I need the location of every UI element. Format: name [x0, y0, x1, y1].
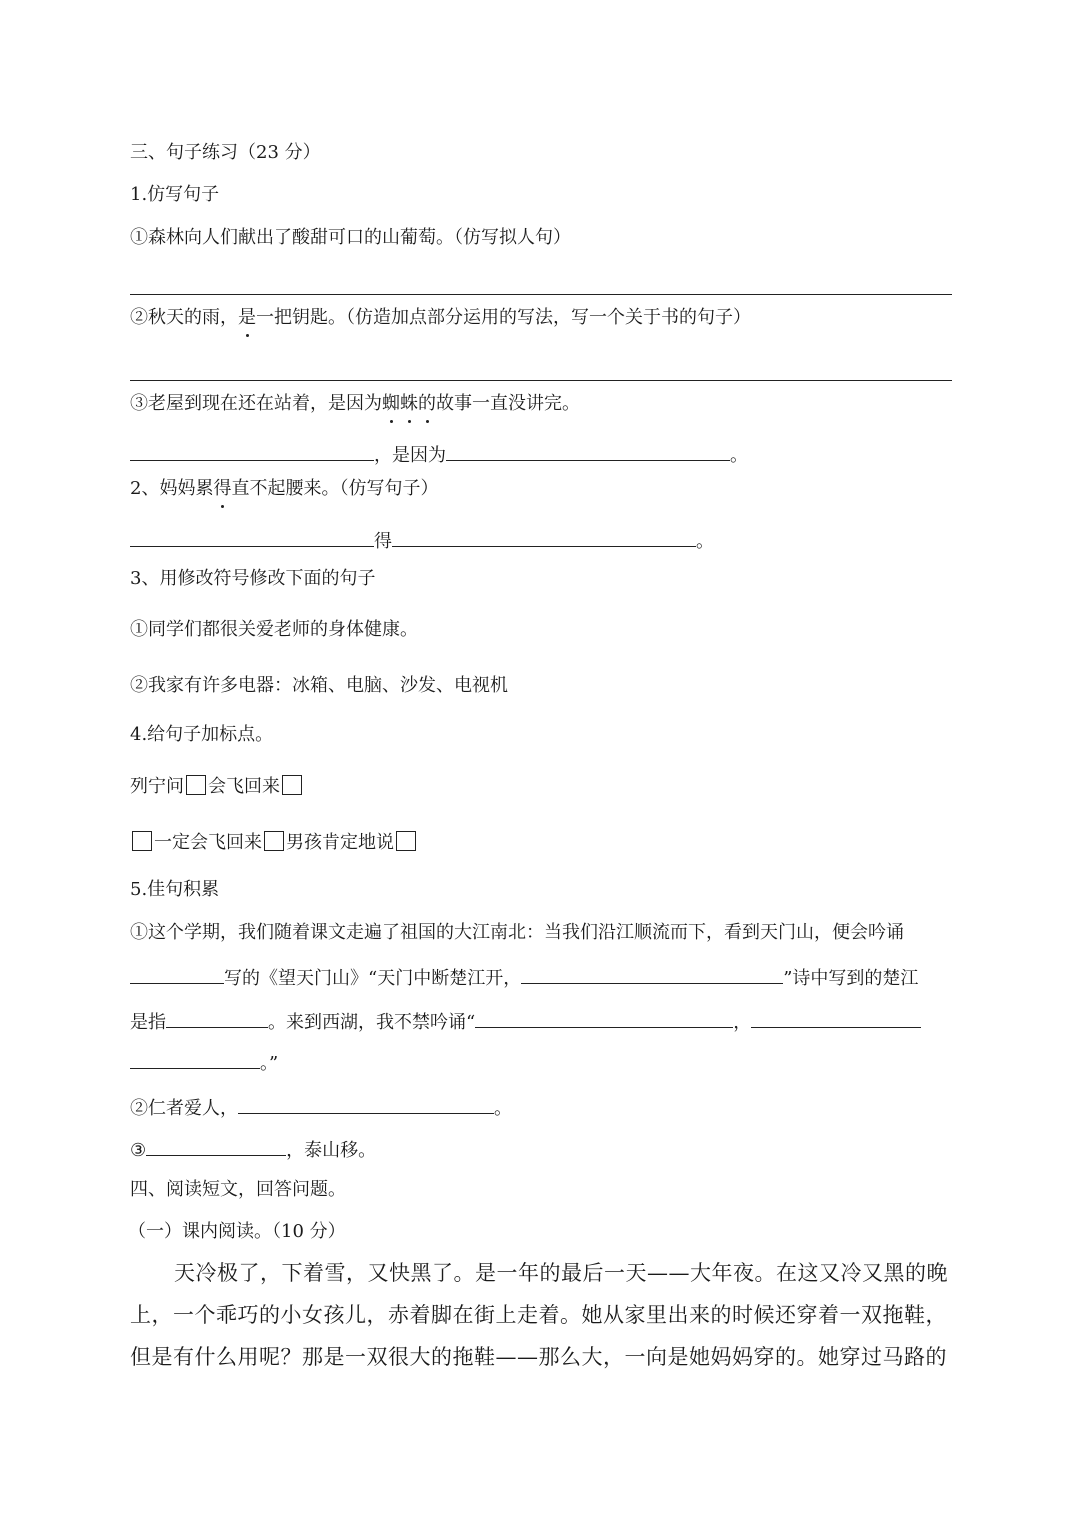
punctuation-box[interactable]: [186, 775, 206, 795]
blank[interactable]: [392, 526, 696, 547]
fill-line: [130, 1007, 921, 1035]
blank[interactable]: [130, 963, 224, 984]
text: 2、妈妈累: [130, 478, 214, 499]
text: 会飞回来: [208, 776, 280, 797]
dotted-char: 蛛: [400, 393, 418, 414]
text: ②仁者爱人，: [130, 1098, 238, 1119]
text: 男孩肯定地说: [286, 832, 394, 853]
text: ②秋天的雨，: [130, 307, 238, 328]
blank[interactable]: [166, 1007, 268, 1028]
dotted-char: 的: [418, 393, 436, 414]
fill-line: [130, 526, 714, 554]
text: 。: [696, 531, 714, 552]
question-title: 5.佳句积累: [130, 879, 220, 900]
text: 。”: [260, 1053, 279, 1074]
text: ③: [130, 1140, 147, 1161]
question-item: ①这个学期，我们随着课文走遍了祖国的大江南北：当我们沿江顺流而下，看到天门山，便会吟诵: [130, 922, 904, 943]
blank[interactable]: [446, 440, 730, 461]
text: ，是因为: [374, 445, 446, 466]
dotted-char: 得: [213, 478, 232, 499]
blank[interactable]: [130, 526, 374, 547]
text: ，: [733, 1012, 752, 1033]
punctuation-box[interactable]: [132, 831, 152, 851]
text: 故事一直没讲完。: [436, 393, 580, 414]
answer-line[interactable]: [130, 380, 952, 381]
blank[interactable]: [130, 1048, 260, 1069]
text: 。来到西湖，我不禁吟诵“: [268, 1012, 476, 1033]
reading-passage: [130, 1252, 952, 1378]
punctuation-box[interactable]: [282, 775, 302, 795]
question-title: 1.仿写句子: [130, 184, 220, 205]
punctuation-line: [130, 831, 418, 855]
question-title: 4.给句子加标点。: [130, 724, 274, 745]
question-item: [130, 306, 751, 330]
question-title: 3、用修改符号修改下面的句子: [130, 568, 376, 589]
blank[interactable]: [130, 440, 374, 461]
question-title: [130, 477, 438, 501]
text: 。: [494, 1098, 512, 1119]
question-item: ①同学们都很关爱老师的身体健康。: [130, 619, 418, 640]
text: 是指: [130, 1012, 166, 1033]
text: 得: [374, 531, 392, 552]
question-item: ②我家有许多电器：冰箱、电脑、沙发、电视机: [130, 675, 508, 696]
text: 。: [730, 445, 748, 466]
dotted-char: 是: [238, 307, 256, 328]
fill-line: [130, 1093, 512, 1121]
passage-line: 天冷极了，下着雪，又快黑了。是一年的最后一天——大年夜。在这又冷又黑的晚: [174, 1261, 948, 1285]
subsection-title: （一）课内阅读。（10 分）: [128, 1221, 346, 1242]
punctuation-line: [130, 775, 304, 799]
punctuation-box[interactable]: [264, 831, 284, 851]
blank[interactable]: [475, 1007, 733, 1028]
blank[interactable]: [238, 1093, 494, 1114]
fill-line: [130, 963, 918, 991]
question-item: [130, 392, 580, 416]
fill-line: [130, 1048, 278, 1076]
dotted-char: 蜘: [382, 393, 400, 414]
text: 直不起腰来。（仿写句子）: [231, 478, 439, 499]
section-title: 三、句子练习（23 分）: [130, 142, 321, 163]
fill-line: [130, 440, 748, 468]
passage-line: 上，一个乖巧的小女孩儿，赤着脚在街上走着。她从家里出来的时候还穿着一双拖鞋，: [130, 1303, 947, 1327]
section-title: 四、阅读短文，回答问题。: [130, 1179, 346, 1200]
blank[interactable]: [751, 1007, 921, 1028]
text: 一把钥匙。（仿造加点部分运用的写法，写一个关于书的句子）: [256, 307, 751, 328]
text: 列宁问: [130, 776, 184, 797]
text: 一定会飞回来: [154, 832, 262, 853]
text: 写的《望天门山》“天门中断楚江开，: [224, 968, 522, 989]
text: ③老屋到现在还在站着，是因为: [130, 393, 382, 414]
blank[interactable]: [521, 963, 783, 984]
answer-line[interactable]: [130, 294, 952, 295]
text: ”诗中写到的楚江: [783, 968, 919, 989]
passage-line: 但是有什么用呢？那是一双很大的拖鞋——那么大，一向是她妈妈穿的。她穿过马路的: [130, 1345, 947, 1369]
text: ，泰山移。: [286, 1140, 377, 1161]
question-item: ①森林向人们献出了酸甜可口的山葡萄。（仿写拟人句）: [130, 227, 571, 248]
blank[interactable]: [146, 1135, 286, 1156]
fill-line: [130, 1135, 376, 1163]
punctuation-box[interactable]: [396, 831, 416, 851]
